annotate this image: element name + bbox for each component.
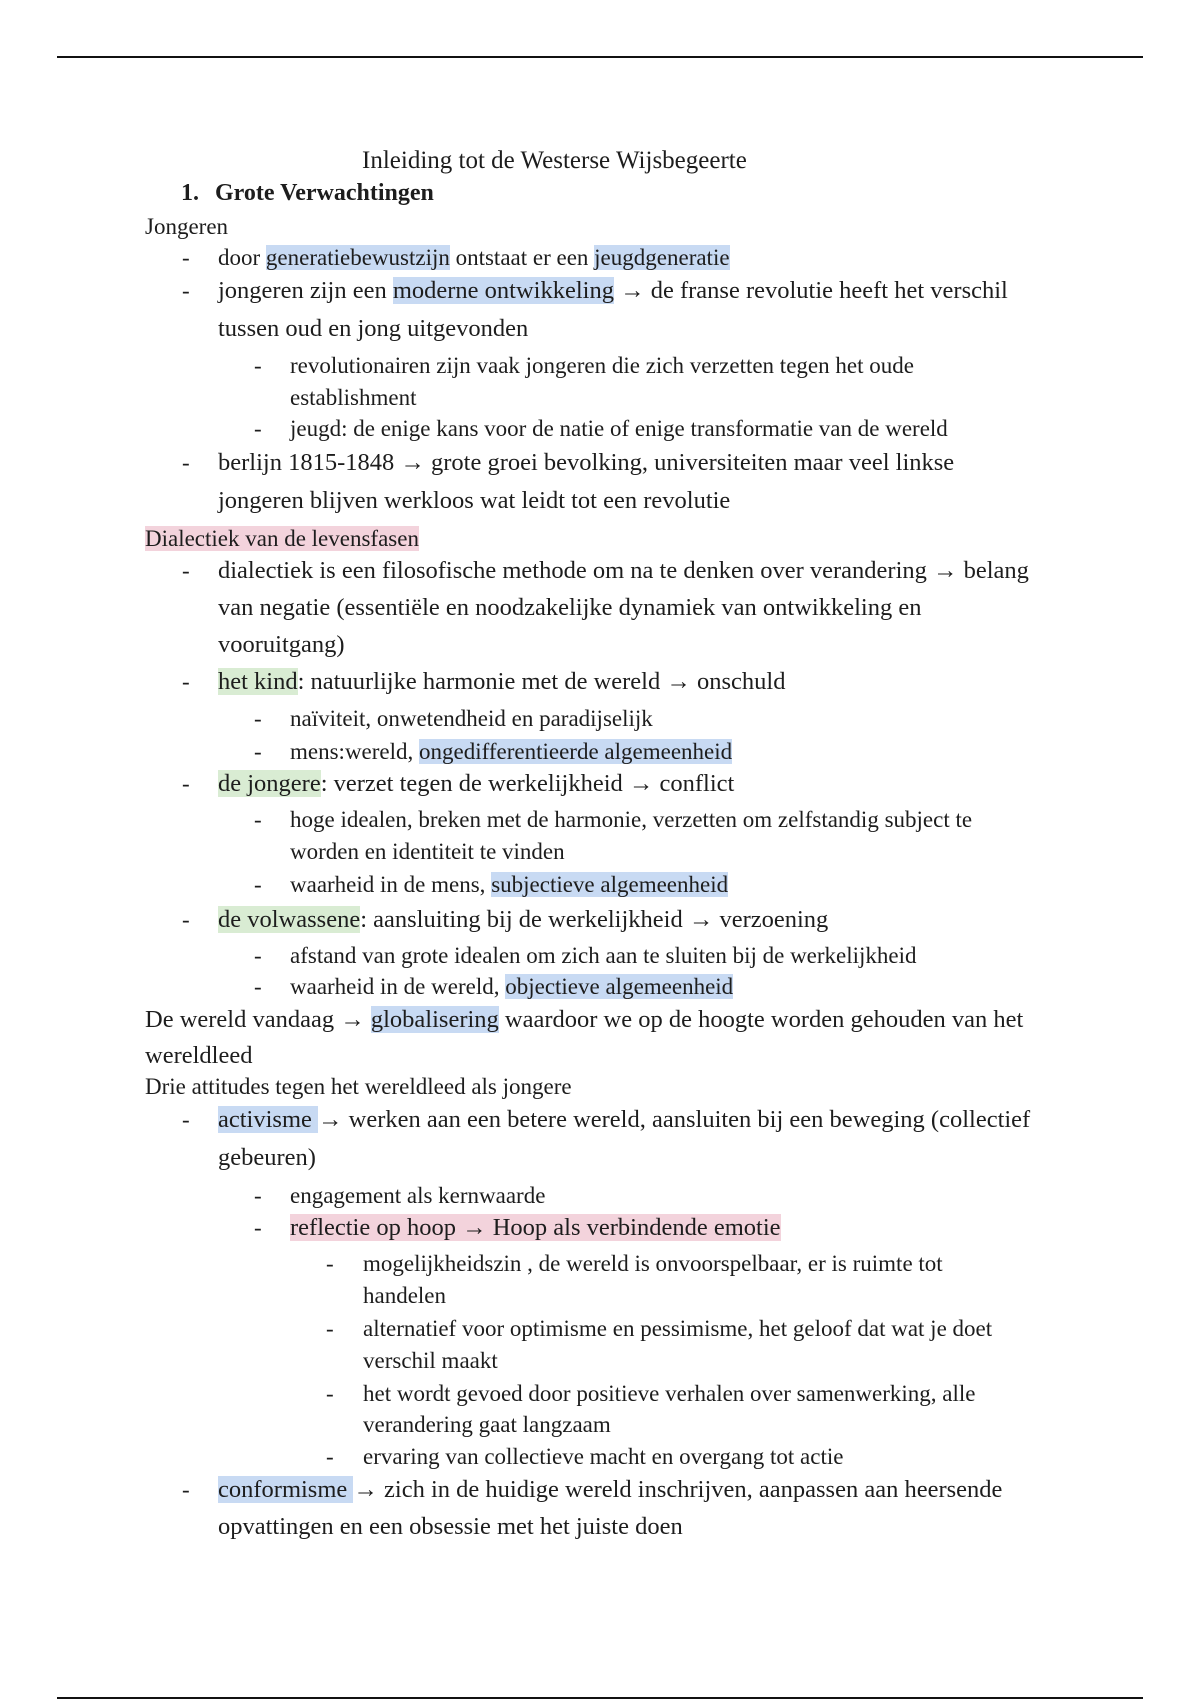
bullet-dash: - (182, 278, 190, 303)
page-title: Inleiding tot de Westerse Wijsbegeerte (362, 147, 747, 174)
sub-list-item-continued: worden en identiteit te vinden (290, 839, 565, 864)
paragraph-continued: wereldleed (145, 1042, 253, 1069)
highlight: activisme (218, 1106, 319, 1133)
bullet-dash: - (326, 1381, 334, 1406)
list-item (218, 243, 730, 273)
sub-list-item: engagement als kernwaarde (290, 1183, 546, 1208)
list-item (218, 769, 734, 799)
bullet-dash: - (326, 1316, 334, 1341)
bullet-dash: - (182, 450, 190, 475)
highlight: globalisering (370, 1006, 499, 1033)
bullet-dash: - (182, 907, 190, 932)
bullet-dash: - (254, 974, 262, 999)
text: → zich in de huidige wereld inschrijven, aanpassen aan heersende (353, 1476, 1003, 1503)
sub-sub-list-item-continued: verschil maakt (363, 1348, 498, 1373)
highlight: conformisme (218, 1476, 354, 1503)
sub-list-item (290, 1213, 781, 1243)
sub-sub-list-item: ervaring van collectieve macht en overgang tot actie (363, 1444, 844, 1469)
bullet-dash: - (182, 1107, 190, 1132)
text: : aansluiting bij de werkelijkheid → verzoening (360, 906, 829, 933)
sub-list-item (290, 870, 728, 900)
label-jongeren: Jongeren (145, 214, 229, 239)
bullet-dash: - (254, 1183, 262, 1208)
bullet-dash: - (182, 669, 190, 694)
sub-list-item: hoge idealen, breken met de harmonie, verzetten om zelfstandig subject te (290, 807, 973, 832)
bullet-dash: - (182, 245, 190, 270)
list-item-continued: vooruitgang) (218, 631, 345, 658)
list-item-continued: tussen oud en jong uitgevonden (218, 315, 529, 342)
section-number: 1. (181, 180, 199, 206)
text: mens:wereld, (290, 739, 420, 764)
sub-sub-list-item-continued: handelen (363, 1283, 447, 1308)
section-heading (181, 178, 434, 208)
highlight: de jongere (218, 770, 321, 797)
bullet-dash: - (326, 1251, 334, 1276)
bullet-dash: - (326, 1444, 334, 1469)
list-item: berlijn 1815-1848 → grote groei bevolking, universiteiten maar veel linkse (218, 449, 955, 476)
label-drie-attitudes: Drie attitudes tegen het wereldleed als jongere (145, 1074, 572, 1099)
text: waarheid in de wereld, (290, 974, 506, 999)
text: → de franse revolutie heeft het verschil (613, 277, 1008, 304)
label-dialectiek (145, 524, 419, 554)
highlight: subjectieve algemeenheid (491, 872, 729, 897)
bottom-rule (57, 1697, 1143, 1699)
bullet-dash: - (254, 807, 262, 832)
sub-list-item: naïviteit, onwetendheid en paradijselijk (290, 706, 653, 731)
paragraph (145, 1005, 1023, 1035)
highlight: ongedifferentieerde algemeenheid (419, 739, 733, 764)
sub-sub-list-item: alternatief voor optimisme en pessimisme, het geloof dat wat je doet (363, 1316, 993, 1341)
highlight: moderne ontwikkeling (392, 277, 614, 304)
bullet-dash: - (182, 771, 190, 796)
list-item-continued: van negatie (essentiële en noodzakelijke dynamiek van ontwikkeling en (218, 594, 922, 621)
text: De wereld vandaag → (145, 1006, 371, 1033)
sub-sub-list-item: mogelijkheidszin , de wereld is onvoorspelbaar, er is ruimte tot (363, 1251, 943, 1276)
list-item (218, 667, 785, 697)
sub-list-item: revolutionairen zijn vaak jongeren die zich verzetten tegen het oude (290, 353, 914, 378)
sub-list-item (290, 972, 733, 1002)
bullet-dash: - (254, 706, 262, 731)
text: → werken aan een betere wereld, aansluiten bij een beweging (collectief (318, 1106, 1031, 1133)
bullet-dash: - (254, 943, 262, 968)
text: door (218, 245, 266, 270)
text: waarheid in de mens, (290, 872, 492, 897)
highlight: de volwassene (218, 906, 361, 933)
highlight: objectieve algemeenheid (505, 974, 734, 999)
text: : verzet tegen de werkelijkheid → conflict (320, 770, 735, 797)
sub-list-item-continued: establishment (290, 385, 417, 410)
list-item-continued: jongeren blijven werkloos wat leidt tot een revolutie (218, 487, 731, 514)
list-item-continued: opvattingen en een obsessie met het juiste doen (218, 1513, 683, 1540)
bullet-dash: - (182, 558, 190, 583)
highlight: Dialectiek van de levensfasen (145, 526, 419, 551)
sub-list-item: jeugd: de enige kans voor de natie of enige transformatie van de wereld (290, 416, 948, 441)
highlight: jeugdgeneratie (594, 245, 730, 270)
list-item-continued: gebeuren) (218, 1144, 316, 1171)
bullet-dash: - (254, 1215, 262, 1240)
text: waardoor we op de hoogte worden gehouden van het (498, 1006, 1024, 1033)
list-item (218, 1475, 1002, 1505)
sub-sub-list-item-continued: verandering gaat langzaam (363, 1412, 611, 1437)
top-rule (57, 56, 1143, 58)
list-item (218, 276, 1008, 306)
list-item (218, 905, 828, 935)
text: jongeren zijn een (218, 277, 393, 304)
sub-list-item (290, 737, 732, 767)
list-item (218, 1105, 1030, 1135)
sub-list-item: afstand van grote idealen om zich aan te sluiten bij de werkelijkheid (290, 943, 917, 968)
highlight: het kind (218, 668, 298, 695)
bullet-dash: - (254, 739, 262, 764)
section-title: Grote Verwachtingen (215, 180, 434, 206)
text: : natuurlijke harmonie met de wereld → onschuld (297, 668, 786, 695)
bullet-dash: - (254, 416, 262, 441)
bullet-dash: - (182, 1477, 190, 1502)
highlight: generatiebewustzijn (265, 245, 450, 270)
text: ontstaat er een (449, 245, 595, 270)
bullet-dash: - (254, 353, 262, 378)
list-item: dialectiek is een filosofische methode om na te denken over verandering → belang (218, 557, 1029, 584)
bullet-dash: - (254, 872, 262, 897)
highlight: reflectie op hoop → Hoop als verbindende emotie (290, 1214, 781, 1241)
sub-sub-list-item: het wordt gevoed door positieve verhalen over samenwerking, alle (363, 1381, 976, 1406)
